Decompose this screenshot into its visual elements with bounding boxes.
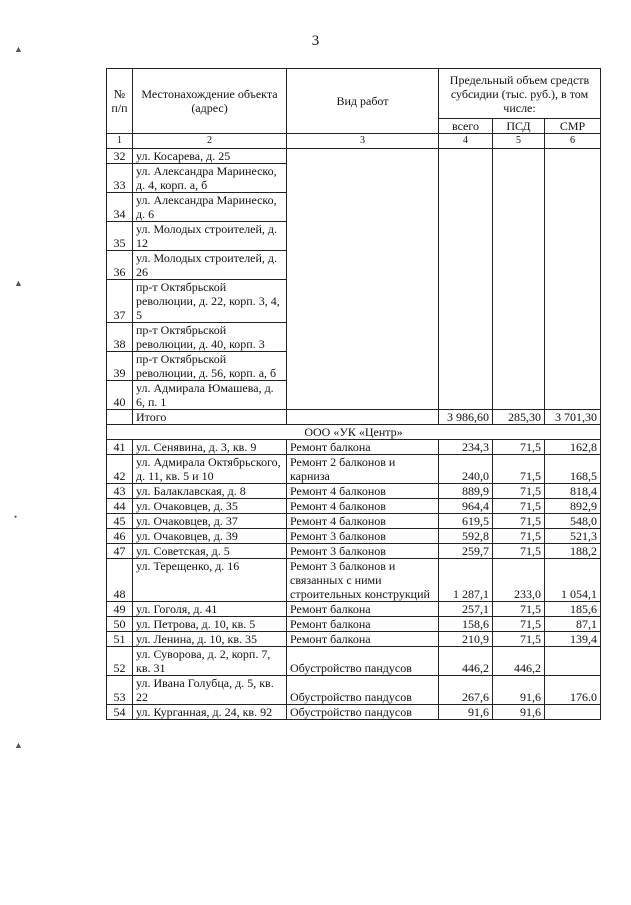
row-address: ул. Адмирала Юмашева, д. 6, п. 1	[133, 381, 287, 410]
row-number: 51	[107, 632, 133, 647]
row-work	[287, 149, 439, 410]
table-row	[107, 499, 601, 514]
row-number: 41	[107, 440, 133, 455]
subsidy-table	[106, 68, 601, 720]
table-row	[107, 617, 601, 632]
row-work: Обустройство пандусов	[287, 676, 439, 705]
row-address: ул. Молодых строителей, д. 12	[133, 222, 287, 251]
row-number: 38	[107, 323, 133, 352]
row-address: ул. Очаковцев, д. 35	[133, 499, 287, 514]
index-cell: 4	[439, 134, 493, 149]
row-address: ул. Молодых строителей, д. 26	[133, 251, 287, 280]
row-work: Обустройство пандусов	[287, 647, 439, 676]
row-total: 964,4	[439, 499, 493, 514]
row-smr: 139,4	[545, 632, 601, 647]
row-work: Обустройство пандусов	[287, 705, 439, 720]
row-number: 44	[107, 499, 133, 514]
row-psd: 71,5	[493, 440, 545, 455]
row-total: 889,9	[439, 484, 493, 499]
header-limit: Предельный объем средств субсидии (тыс. руб.), в том числе:	[439, 69, 601, 119]
row-psd: 71,5	[493, 632, 545, 647]
row-total: 619,5	[439, 514, 493, 529]
row-number: 32	[107, 149, 133, 164]
row-psd: 71,5	[493, 544, 545, 559]
row-number: 45	[107, 514, 133, 529]
row-smr: 168,5	[545, 455, 601, 484]
header-row	[107, 69, 601, 119]
row-work: Ремонт 3 балконов	[287, 529, 439, 544]
margin-mark: ▲	[14, 44, 23, 54]
table-row	[107, 676, 601, 705]
table-row	[107, 484, 601, 499]
table-row	[107, 705, 601, 720]
row-address: пр-т Октябрьской революции, д. 56, корп. а, б	[133, 352, 287, 381]
row-smr: 548,0	[545, 514, 601, 529]
row-address: ул. Балаклавская, д. 8	[133, 484, 287, 499]
row-smr: 176.0	[545, 676, 601, 705]
section-row	[107, 425, 601, 440]
row-work: Ремонт 4 балконов	[287, 499, 439, 514]
row-smr: 185,6	[545, 602, 601, 617]
row-work: Ремонт балкона	[287, 632, 439, 647]
row-number: 48	[107, 559, 133, 602]
itogo-label: Итого	[133, 410, 287, 425]
row-total: 259,7	[439, 544, 493, 559]
index-row	[107, 134, 601, 149]
table-row	[107, 440, 601, 455]
table-row	[107, 455, 601, 484]
itogo-row	[107, 410, 601, 425]
row-psd: 233,0	[493, 559, 545, 602]
row-total: 446,2	[439, 647, 493, 676]
row-number: 37	[107, 280, 133, 323]
index-cell: 6	[545, 134, 601, 149]
row-address: ул. Суворова, д. 2, корп. 7, кв. 31	[133, 647, 287, 676]
margin-mark: •	[14, 512, 18, 522]
index-cell: 2	[133, 134, 287, 149]
row-work: Ремонт 4 балконов	[287, 514, 439, 529]
row-smr: 892,9	[545, 499, 601, 514]
row-address: ул. Косарева, д. 25	[133, 149, 287, 164]
row-address: ул. Александра Маринеско, д. 4, корп. а, б	[133, 164, 287, 193]
row-address: пр-т Октябрьской революции, д. 22, корп. 3, 4, 5	[133, 280, 287, 323]
index-cell: 5	[493, 134, 545, 149]
margin-mark: ▲	[14, 740, 23, 750]
row-total: 1 287,1	[439, 559, 493, 602]
row-psd: 71,5	[493, 529, 545, 544]
row-number: 46	[107, 529, 133, 544]
row-number: 40	[107, 381, 133, 410]
row-address: пр-т Октябрьской революции, д. 40, корп. 3	[133, 323, 287, 352]
header-total: всего	[439, 119, 493, 134]
row-number: 33	[107, 164, 133, 193]
row-work: Ремонт балкона	[287, 440, 439, 455]
row-smr: 87,1	[545, 617, 601, 632]
row-number: 36	[107, 251, 133, 280]
row-smr: 521,3	[545, 529, 601, 544]
itogo-num	[107, 410, 133, 425]
row-number: 54	[107, 705, 133, 720]
header-psd: ПСД	[493, 119, 545, 134]
row-psd: 71,5	[493, 514, 545, 529]
row-number: 43	[107, 484, 133, 499]
row-address: ул. Очаковцев, д. 39	[133, 529, 287, 544]
table-row	[107, 514, 601, 529]
row-address: ул. Гоголя, д. 41	[133, 602, 287, 617]
row-address: ул. Петрова, д. 10, кв. 5	[133, 617, 287, 632]
row-address: ул. Сенявина, д. 3, кв. 9	[133, 440, 287, 455]
index-cell: 1	[107, 134, 133, 149]
row-total: 91,6	[439, 705, 493, 720]
row-total: 240,0	[439, 455, 493, 484]
table-row	[107, 602, 601, 617]
header-num: № п/п	[107, 69, 133, 134]
table-row	[107, 647, 601, 676]
row-address: ул. Ивана Голубца, д. 5, кв. 22	[133, 676, 287, 705]
row-psd: 71,5	[493, 617, 545, 632]
row-work: Ремонт 2 балконов и карниза	[287, 455, 439, 484]
row-work: Ремонт балкона	[287, 602, 439, 617]
row-address: ул. Советская, д. 5	[133, 544, 287, 559]
header-address: Местонахождение объекта (адрес)	[133, 69, 287, 134]
row-total: 210,9	[439, 632, 493, 647]
row-number: 53	[107, 676, 133, 705]
row-smr: 818,4	[545, 484, 601, 499]
row-smr	[545, 149, 601, 410]
row-address: ул. Адмирала Октябрьского, д. 11, кв. 5 и 10	[133, 455, 287, 484]
table-row	[107, 149, 601, 164]
row-smr	[545, 647, 601, 676]
row-address: ул. Курганная, д. 24, кв. 92	[133, 705, 287, 720]
row-work: Ремонт 4 балконов	[287, 484, 439, 499]
row-total: 257,1	[439, 602, 493, 617]
row-address: ул. Терещенко, д. 16	[133, 559, 287, 602]
row-psd: 71,5	[493, 499, 545, 514]
row-total	[439, 149, 493, 410]
row-psd: 71,5	[493, 602, 545, 617]
row-number: 35	[107, 222, 133, 251]
row-total: 234,3	[439, 440, 493, 455]
section-title: ООО «УК «Центр»	[107, 425, 601, 440]
row-address: ул. Очаковцев, д. 37	[133, 514, 287, 529]
row-number: 52	[107, 647, 133, 676]
row-total: 267,6	[439, 676, 493, 705]
row-work: Ремонт 3 балконов и связанных с ними строительных конструкций	[287, 559, 439, 602]
row-psd: 446,2	[493, 647, 545, 676]
row-work: Ремонт 3 балконов	[287, 544, 439, 559]
row-total: 592,8	[439, 529, 493, 544]
header-smr: СМР	[545, 119, 601, 134]
table-row	[107, 559, 601, 602]
row-number: 42	[107, 455, 133, 484]
itogo-smr: 3 701,30	[545, 410, 601, 425]
table-row	[107, 529, 601, 544]
row-total: 158,6	[439, 617, 493, 632]
margin-mark: ▲	[14, 278, 23, 288]
row-smr: 1 054,1	[545, 559, 601, 602]
row-number: 39	[107, 352, 133, 381]
index-cell: 3	[287, 134, 439, 149]
row-number: 34	[107, 193, 133, 222]
row-number: 47	[107, 544, 133, 559]
row-smr: 162,8	[545, 440, 601, 455]
row-psd: 71,5	[493, 455, 545, 484]
itogo-work	[287, 410, 439, 425]
row-work: Ремонт балкона	[287, 617, 439, 632]
row-psd: 91,6	[493, 676, 545, 705]
page-number: 3	[311, 33, 320, 49]
row-number: 49	[107, 602, 133, 617]
row-psd	[493, 149, 545, 410]
row-psd: 91,6	[493, 705, 545, 720]
row-smr: 188,2	[545, 544, 601, 559]
table-row	[107, 632, 601, 647]
row-smr	[545, 705, 601, 720]
row-address: ул. Ленина, д. 10, кв. 35	[133, 632, 287, 647]
header-work: Вид работ	[287, 69, 439, 134]
row-address: ул. Александра Маринеско, д. 6	[133, 193, 287, 222]
itogo-total: 3 986,60	[439, 410, 493, 425]
row-number: 50	[107, 617, 133, 632]
table-row	[107, 544, 601, 559]
row-psd: 71,5	[493, 484, 545, 499]
itogo-psd: 285,30	[493, 410, 545, 425]
